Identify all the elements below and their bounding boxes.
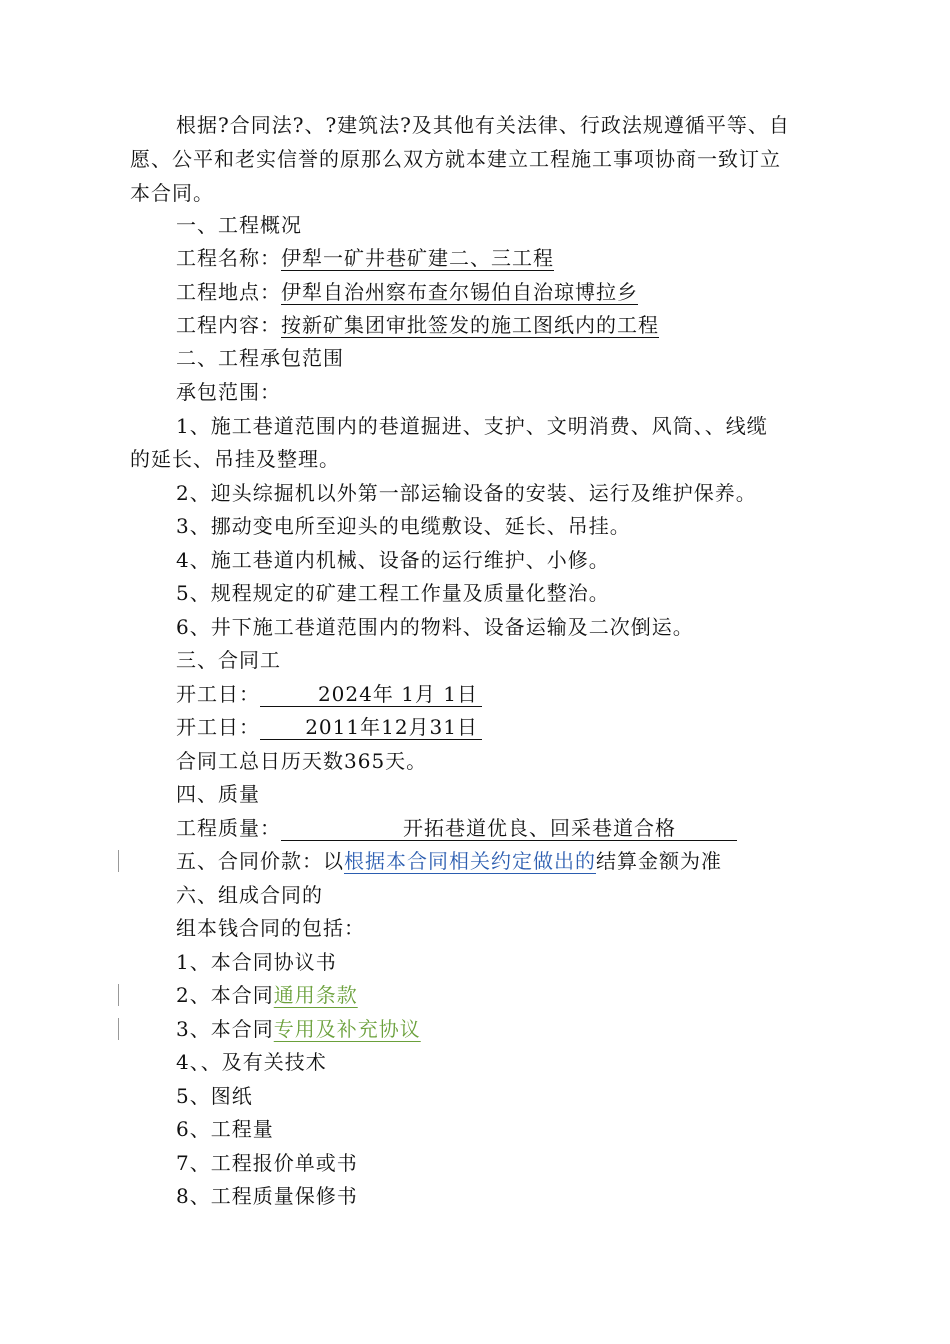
document-item-8: 8、工程质量保修书 bbox=[176, 1184, 358, 1208]
project-content-label: 工程内容： bbox=[176, 313, 281, 337]
special-terms-link[interactable]: 专用及补充协议 bbox=[273, 1017, 421, 1041]
contract-price-link[interactable]: 根据本合同相关约定做出的 bbox=[344, 849, 596, 873]
end-date-value: 2011年12月31日 bbox=[260, 714, 482, 740]
section-6-heading: 六、组成合同的 bbox=[176, 883, 323, 907]
project-location-label: 工程地点： bbox=[176, 280, 281, 304]
start-date-row bbox=[176, 677, 482, 711]
document-item-2-prefix: 2、本合同 bbox=[176, 983, 274, 1007]
end-date-row bbox=[176, 710, 482, 744]
revision-mark bbox=[118, 850, 119, 872]
scope-item-2: 2、迎头综掘机以外第一部运输设备的安装、运行及维护保养。 bbox=[176, 481, 757, 505]
section-3-heading: 三、合同工 bbox=[176, 648, 281, 672]
start-date-value: 2024年 1月 1日 bbox=[260, 681, 482, 707]
project-content-row bbox=[176, 308, 659, 342]
quality-row bbox=[176, 811, 737, 845]
document-item-4: 4、、及有关技术 bbox=[176, 1050, 327, 1074]
contract-price-row bbox=[176, 844, 722, 878]
scope-item-6: 6、井下施工巷道范围内的物料、设备运输及二次倒运。 bbox=[176, 615, 694, 639]
document-item-1: 1、本合同协议书 bbox=[176, 950, 337, 974]
scope-item-1b: 的延长、吊挂及整理。 bbox=[130, 447, 340, 471]
scope-item-4: 4、施工巷道内机械、设备的运行维护、小修。 bbox=[176, 548, 610, 572]
intro-line-1: 根据?合同法?、?建筑法?及其他有关法律、行政法规遵循平等、自 bbox=[176, 113, 790, 137]
project-location-row bbox=[176, 275, 638, 309]
documents-intro: 组本钱合同的包括： bbox=[176, 916, 365, 940]
project-name-label: 工程名称： bbox=[176, 246, 281, 270]
scope-item-5: 5、规程规定的矿建工程工作量及质量化整治。 bbox=[176, 581, 610, 605]
scope-item-1a: 1、施工巷道范围内的巷道掘进、支护、文明消费、风筒、、线缆 bbox=[176, 414, 768, 438]
scope-label: 承包范围： bbox=[176, 380, 281, 404]
intro-line-3: 本合同。 bbox=[130, 181, 214, 205]
document-item-2 bbox=[176, 978, 358, 1012]
section-4-heading: 四、质量 bbox=[176, 782, 260, 806]
general-terms-link[interactable]: 通用条款 bbox=[273, 983, 358, 1007]
document-item-5: 5、图纸 bbox=[176, 1084, 253, 1108]
project-content-value: 按新矿集团审批签发的施工图纸内的工程 bbox=[281, 313, 659, 337]
document-item-3 bbox=[176, 1012, 421, 1046]
intro-line-2: 愿、公平和老实信誉的原那么双方就本建立工程施工事项协商一致订立 bbox=[130, 147, 781, 171]
document-item-3-prefix: 3、本合同 bbox=[176, 1017, 274, 1041]
quality-label: 工程质量： bbox=[176, 816, 281, 840]
project-name-value: 伊犁一矿井巷矿建二、三工程 bbox=[281, 246, 554, 270]
project-location-value: 伊犁自治州察布查尔锡伯自治琼博拉乡 bbox=[281, 280, 638, 304]
contract-price-prefix: 五、合同价款：以 bbox=[176, 849, 344, 873]
revision-mark bbox=[118, 984, 119, 1006]
section-1-heading: 一、工程概况 bbox=[176, 213, 302, 237]
section-2-heading: 二、工程承包范围 bbox=[176, 346, 344, 370]
end-date-label: 开工日： bbox=[176, 715, 260, 739]
quality-value: 开拓巷道优良、回采巷道合格 bbox=[281, 815, 737, 841]
document-item-7: 7、工程报价单或书 bbox=[176, 1151, 358, 1175]
project-name-row bbox=[176, 241, 554, 275]
start-date-label: 开工日： bbox=[176, 682, 260, 706]
scope-item-3: 3、挪动变电所至迎头的电缆敷设、延长、吊挂。 bbox=[176, 514, 631, 538]
revision-mark bbox=[118, 1018, 119, 1040]
contract-price-suffix: 结算金额为准 bbox=[596, 849, 722, 873]
total-days: 合同工总日历天数365天。 bbox=[176, 749, 428, 773]
document-item-6: 6、工程量 bbox=[176, 1117, 274, 1141]
